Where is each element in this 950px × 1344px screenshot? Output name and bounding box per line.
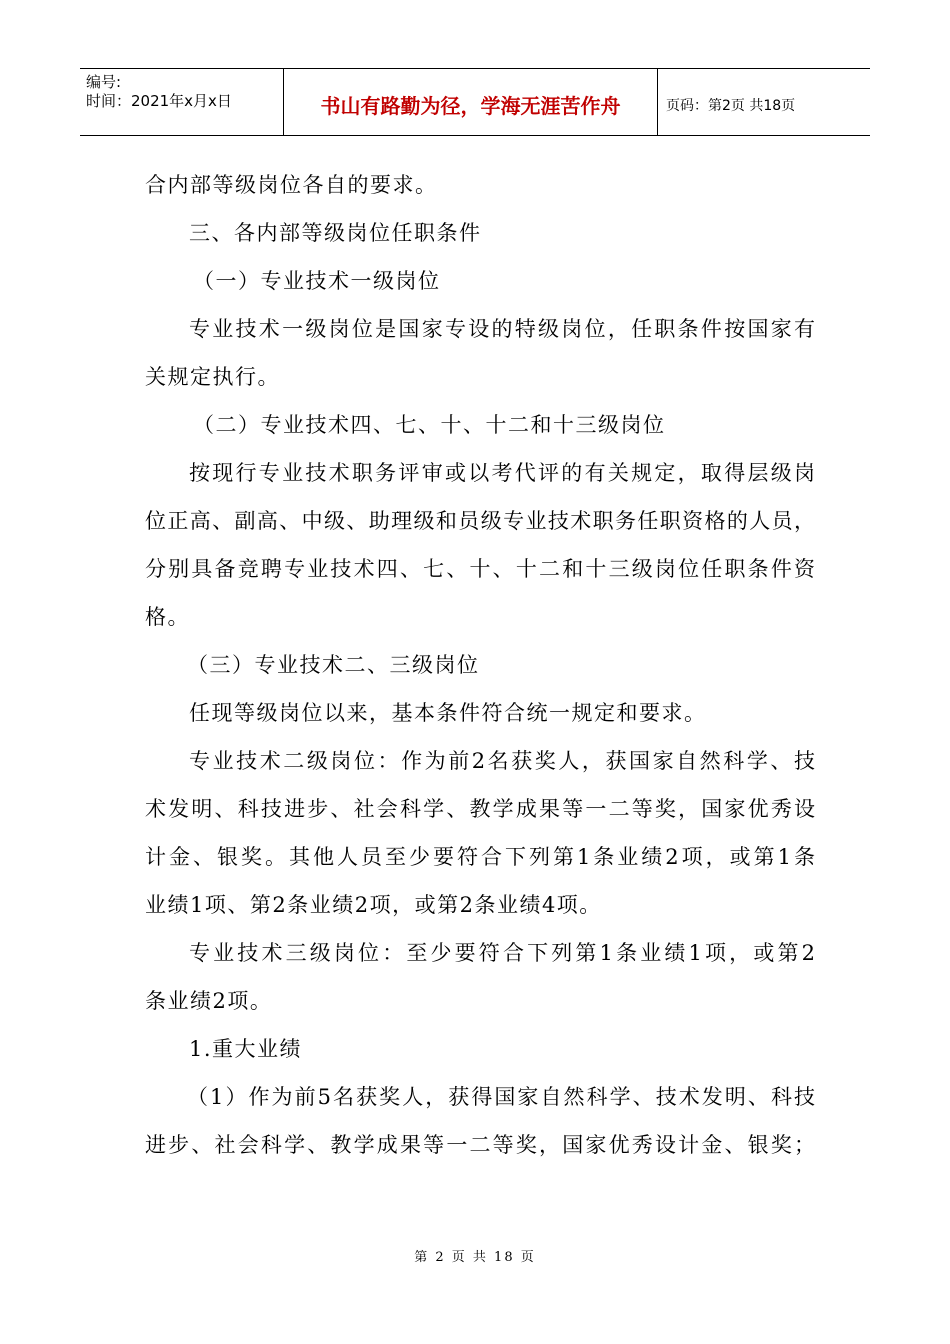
page-footer: 第 2 页 共 18 页 [414, 1250, 536, 1265]
subsection-heading: （一）专业技术一级岗位 [193, 269, 441, 293]
page-header [80, 68, 870, 136]
section-heading: 三、各内部等级岗位任职条件 [189, 221, 482, 245]
document-time-label: 时间：2021年x月x日 [86, 92, 232, 110]
document-number-label: 编号: [86, 73, 122, 91]
body-line: 术发明、科技进步、社会科学、教学成果等一二等奖，国家优秀设 [145, 797, 815, 821]
body-line: 按现行专业技术职务评审或以考代评的有关规定，取得层级岗 [189, 461, 815, 485]
subsection-heading: （二）专业技术四、七、十、十二和十三级岗位 [193, 413, 666, 437]
body-line: 分别具备竞聘专业技术四、七、十、十二和十三级岗位任职条件资 [145, 557, 815, 581]
body-line: （1）作为前5名获奖人，获得国家自然科学、技术发明、科技 [187, 1085, 815, 1109]
header-motto: 书山有路勤为径，学海无涯苦作舟 [284, 69, 658, 135]
body-line: 专业技术二级岗位：作为前2名获奖人，获国家自然科学、技 [189, 749, 815, 773]
body-line: 关规定执行。 [145, 365, 280, 389]
body-line: 计金、银奖。其他人员至少要符合下列第1条业绩2项，或第1条 [145, 845, 815, 869]
body-line: 条业绩2项。 [145, 989, 273, 1013]
document-body [145, 165, 815, 1173]
body-line: 格。 [145, 605, 190, 629]
header-page-code: 页码：第2页 共18页 [666, 98, 796, 114]
header-meta-cell [80, 69, 284, 135]
body-line: 位正高、副高、中级、助理级和员级专业技术职务任职资格的人员， [145, 509, 815, 533]
subsection-heading: （三）专业技术二、三级岗位 [187, 653, 480, 677]
body-line: 专业技术三级岗位：至少要符合下列第1条业绩1项，或第2 [189, 941, 815, 965]
body-line: 业绩1项、第2条业绩2项，或第2条业绩4项。 [145, 893, 602, 917]
body-line: 合内部等级岗位各自的要求。 [145, 173, 438, 197]
body-line: 任现等级岗位以来，基本条件符合统一规定和要求。 [189, 701, 707, 725]
item-heading: 1.重大业绩 [189, 1037, 303, 1061]
body-line: 进步、社会科学、教学成果等一二等奖，国家优秀设计金、银奖； [145, 1133, 815, 1157]
body-line: 专业技术一级岗位是国家专设的特级岗位，任职条件按国家有 [189, 317, 815, 341]
